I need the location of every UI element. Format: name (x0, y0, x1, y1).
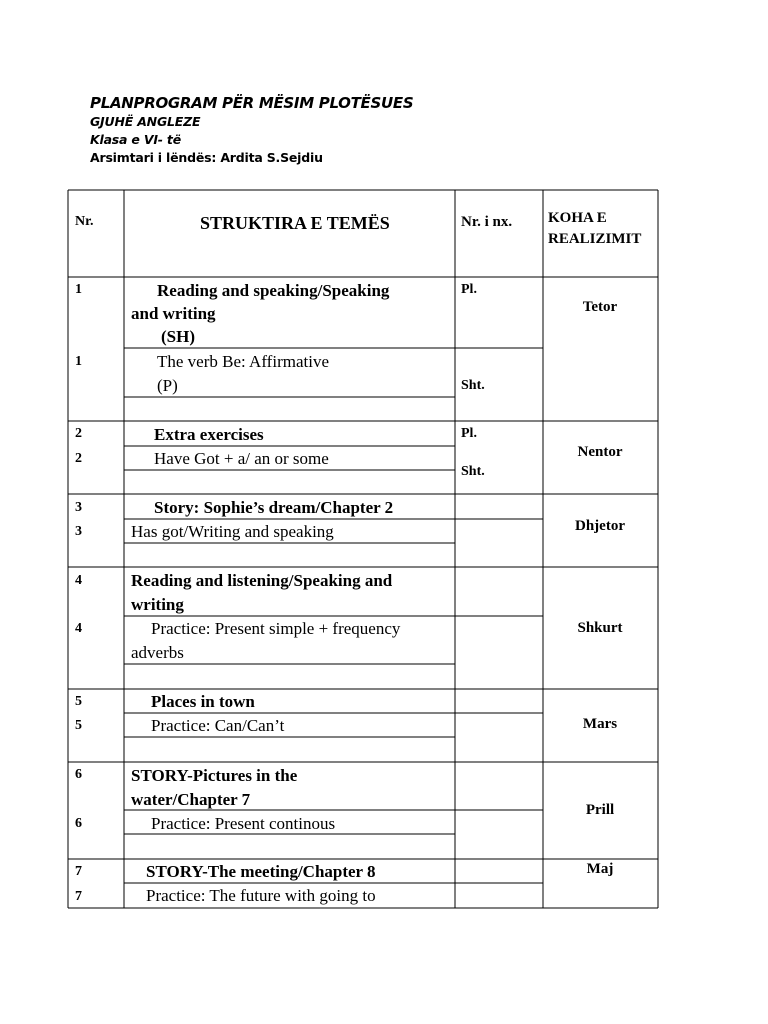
topic-text: adverbs (131, 643, 184, 662)
topic-text: Practice: Present continous (151, 814, 336, 833)
column-header-structure: STRUKTIRA E TEMËS (200, 213, 390, 233)
row-number: 7 (75, 889, 82, 904)
teacher-line: Arsimtari i lëndës: Ardita S.Sejdiu (90, 150, 323, 165)
topic-text: Practice: Present simple + frequency (151, 619, 401, 638)
document-header (90, 94, 413, 167)
topic-text: Places in town (151, 692, 255, 711)
topic-text: Extra exercises (154, 425, 264, 444)
row-number: 1 (75, 282, 82, 297)
topic-text: Has got/Writing and speaking (131, 522, 334, 541)
topic-text: and writing (131, 304, 216, 323)
topic-text: Have Got + a/ an or some (154, 449, 329, 468)
month-cell: Nentor (577, 444, 623, 460)
topic-text: (P) (157, 376, 178, 395)
topic-text: The verb Be: Affirmative (157, 352, 329, 371)
topic-text: Reading and listening/Speaking and (131, 571, 393, 590)
hours-value: Pl. (461, 282, 477, 297)
topic-text: Reading and speaking/Speaking (157, 281, 390, 300)
month-cell: Dhjetor (575, 518, 625, 534)
row-number: 3 (75, 500, 82, 515)
row-number: 4 (75, 621, 82, 636)
column-header-time-line1: KOHA E (548, 210, 607, 226)
column-header-nr: Nr. (75, 214, 94, 229)
row-number: 2 (75, 426, 82, 441)
grade-line: Klasa e VI- të (90, 132, 181, 147)
topic-text: water/Chapter 7 (131, 790, 251, 809)
row-number: 6 (75, 767, 82, 782)
topic-text: Story: Sophie’s dream/Chapter 2 (154, 498, 394, 517)
topic-text: (SH) (161, 327, 195, 346)
topic-text: Practice: The future with going to (146, 886, 376, 905)
topic-text: STORY-The meeting/Chapter 8 (146, 862, 376, 881)
hours-value: Pl. (461, 426, 477, 441)
hours-value: Sht. (461, 378, 485, 393)
row-number: 7 (75, 864, 82, 879)
subject-line: GJUHË ANGLEZE (90, 114, 201, 129)
month-cell: Prill (585, 802, 615, 818)
hours-value: Sht. (461, 464, 485, 479)
row-number: 6 (75, 816, 82, 831)
column-header-hours: Nr. i nx. (461, 214, 513, 230)
row-number: 5 (75, 694, 82, 709)
topic-text: Practice: Can/Can’t (151, 716, 285, 735)
month-cell: Maj (586, 861, 614, 877)
row-number: 2 (75, 451, 82, 466)
topic-text: writing (131, 595, 184, 614)
row-number: 3 (75, 524, 82, 539)
row-number: 4 (75, 573, 82, 588)
document-title: PLANPROGRAM PËR MËSIM PLOTËSUES (90, 94, 414, 112)
row-number: 1 (75, 354, 82, 369)
month-cell: Mars (582, 716, 618, 732)
row-number: 5 (75, 718, 82, 733)
month-cell: Tetor (582, 299, 618, 315)
month-cell: Shkurt (577, 620, 623, 636)
column-header-time-line2: REALIZIMIT (548, 231, 642, 247)
topic-text: STORY-Pictures in the (131, 766, 298, 785)
